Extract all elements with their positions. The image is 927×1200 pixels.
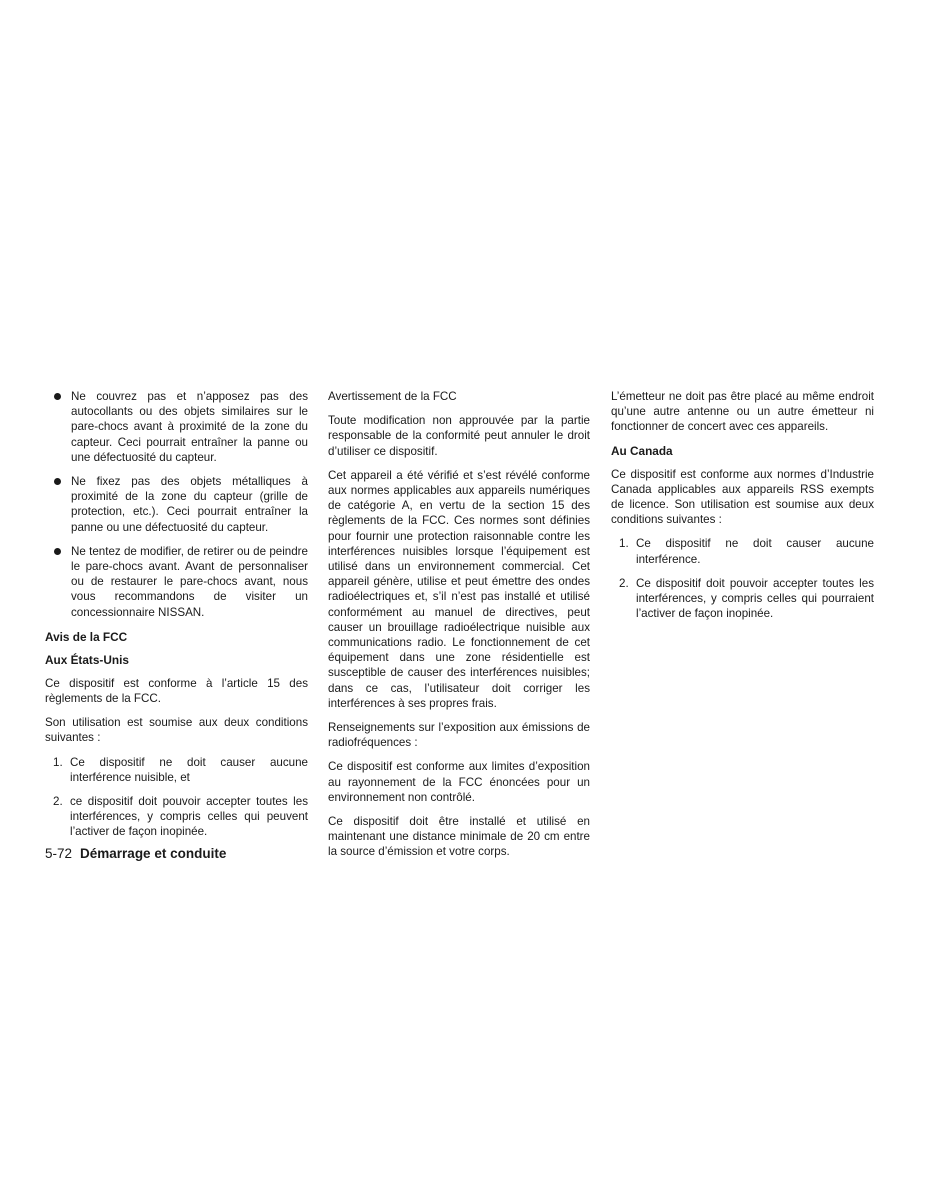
heading-canada: Au Canada: [611, 443, 673, 458]
bullet-item: [45, 474, 308, 535]
paragraph: Renseignements sur l’exposition aux émissions de radiofréquences :: [328, 721, 590, 750]
list-item: [611, 576, 874, 622]
list-number: 1.: [619, 537, 629, 551]
bullet-icon: [54, 548, 61, 555]
list-number: 1.: [53, 755, 63, 769]
bullet-text: Ne tentez de modifier, de retirer ou de peindre le pare-chocs avant. Avant de personnaliser ou de restaurer le pare-chocs avant, nous vous recommandons de visiter un concessionnaire NISSAN.: [71, 544, 308, 619]
list-item: [45, 794, 308, 840]
column-middle: [328, 389, 590, 869]
list-text: ce dispositif doit pouvoir accepter toutes les interférences, y compris celles qui peuvent l’activer de façon inopinée.: [70, 795, 308, 839]
caution-bullet-list: [45, 389, 308, 620]
paragraph: Ce dispositif est conforme aux limites d’exposition au rayonnement de la FCC énoncées pour un environnement non contrôlé.: [328, 760, 590, 804]
list-text: Ce dispositif ne doit causer aucune interférence.: [636, 537, 874, 566]
list-item: [45, 755, 308, 785]
bullet-text: Ne couvrez pas et n’apposez pas des autocollants ou des objets similaires sur le pare-chocs avant à proximité de la zone du capteur. Ceci pourrait entraîner la panne ou une défectuosité du capteur.: [71, 390, 308, 464]
paragraph: Ce dispositif est conforme aux normes d’Industrie Canada applicables aux appareils RSS exempts de licence. Son utilisation est soumise aux deux conditions suivantes :: [611, 467, 874, 527]
bullet-text: Ne fixez pas des objets métalliques à proximité de la zone du capteur (grille de protection, etc.). Ceci pourrait entraîner la panne ou une défectuosité du capteur.: [71, 475, 308, 534]
fcc-warning-title: Avertissement de la FCC: [328, 390, 457, 403]
heading-fcc-notice: Avis de la FCC: [45, 629, 128, 644]
section-title: Démarrage et conduite: [80, 846, 227, 861]
page-number: 5-72: [45, 846, 73, 861]
paragraph: Cet appareil a été vérifié et s’est révélé conforme aux normes applicables aux appareils numériques de catégorie A, en vertu de la section 15 des règlements de la FCC. Ces normes sont définies pour fournir une protection raisonnable contre les interférences nuisibles lorsque l’équipement est utilisé dans un environnement commercial. Cet appareil génère, utilise et peut émettre des ondes radioélectriques et, s’il n’est pas installé et utilisé conformément au manuel de directives, peut causer un brouillage radioélectrique nuisible aux communications radio. Le fonctionnement de cet équipement dans une zone résidentielle est susceptible de causer des interférences nuisibles; dans ce cas, l’utilisateur doit corriger les interférences à ses propres frais.: [328, 468, 590, 710]
bullet-item: [45, 544, 308, 620]
conditions-list-canada: [611, 536, 874, 621]
list-item: [611, 536, 874, 566]
list-number: 2.: [619, 576, 629, 590]
conditions-list-us: [45, 755, 308, 840]
bullet-icon: [54, 478, 61, 485]
bullet-item: [45, 389, 308, 465]
list-text: Ce dispositif ne doit causer aucune interférence nuisible, et: [70, 755, 308, 784]
column-left: [45, 389, 308, 849]
paragraph: L’émetteur ne doit pas être placé au même endroit qu’une autre antenne ou un autre émetteur ni fonctionner de concert avec ces appareils.: [611, 390, 874, 434]
paragraph: Ce dispositif doit être installé et utilisé en maintenant une distance minimale de 20 cm entre la source d’émission et votre corps.: [328, 815, 590, 859]
list-text: Ce dispositif doit pouvoir accepter toutes les interférences, y compris celles qui pourraient l’activer de façon inopinée.: [636, 576, 874, 621]
column-right: [611, 389, 874, 630]
list-number: 2.: [53, 795, 63, 809]
heading-usa: Aux États-Unis: [45, 652, 129, 667]
bullet-icon: [54, 393, 61, 400]
paragraph: Ce dispositif est conforme à l’article 15 des règlements de la FCC.: [45, 676, 308, 706]
paragraph: Son utilisation est soumise aux deux conditions suivantes :: [45, 716, 308, 745]
page-footer: [45, 845, 226, 863]
paragraph: Toute modification non approuvée par la partie responsable de la conformité peut annuler le droit d’utiliser ce dispositif.: [328, 414, 590, 458]
